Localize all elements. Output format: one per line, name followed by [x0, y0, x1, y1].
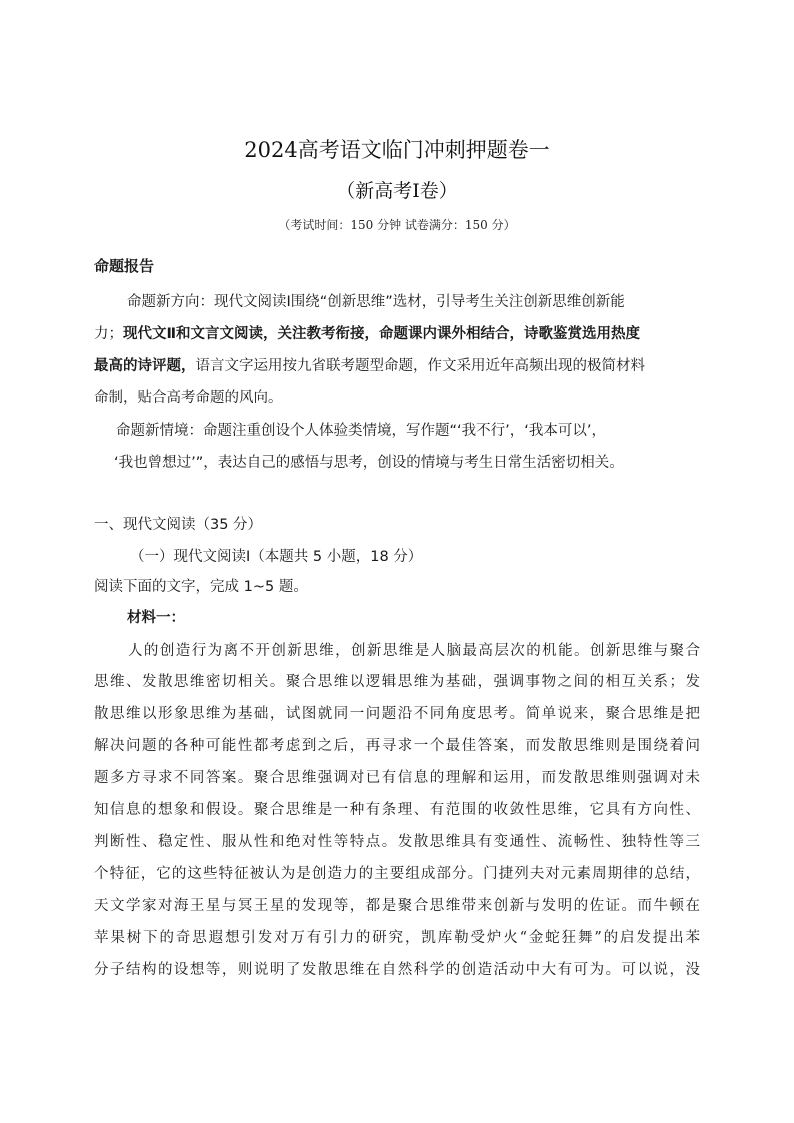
- body-line-3: 散思维以形象思维为基础，试图就同一问题沿不同角度思考。简单说来，聚合思维是把: [94, 706, 700, 722]
- body-line-1: 人的创造行为离不开创新思维，创新思维是人脑最高层次的机能。创新思维与聚合: [128, 643, 700, 659]
- report-p1-line2: [94, 323, 640, 345]
- body-line-4: 解决问题的各种可能性都考虑到之后，再寻求一个最佳答案，而发散思维则是围绕着问: [94, 738, 700, 754]
- report-p2-line2: ‘我也曾想过’”，表达自己的感悟与思考，创设的情境与考生日常生活密切相关。: [114, 455, 624, 471]
- report-p1-line1: 命题新方向：现代文阅读Ⅰ围绕“创新思维”选材，引导考生关注创新思维创新能: [127, 294, 625, 310]
- report-p1-line3-normal: 语言文字运用按九省联考题型命题，作文采用近年高频出现的极简材料: [195, 358, 645, 374]
- body-line-5: 题多方寻求不同答案。聚合思维强调对已有信息的理解和运用，而发散思维则强调对未: [94, 770, 700, 786]
- report-p1-line4: 命制，贴合高考命题的风向。: [94, 390, 283, 406]
- report-p1-line2-normal: 力；: [94, 326, 123, 342]
- report-p2-line1: 命题新情境：命题注重创设个人体验类情境，写作题“‘我不行’，‘我本可以’，: [116, 423, 606, 439]
- body-line-11: 分子结构的设想等，则说明了发散思维在自然科学的创造活动中大有可为。可以说，没: [94, 962, 700, 978]
- material-label: 材料一：: [127, 610, 185, 626]
- page-subtitle: （新高考Ⅰ卷）: [336, 180, 458, 202]
- exam-info: （考试时间：150 分钟 试卷满分：150 分）: [278, 218, 516, 232]
- body-line-9: 天文学家对海王星与冥王星的发现等，都是聚合思维带来创新与发明的佐证。而牛顿在: [94, 898, 700, 914]
- section-title: 一、现代文阅读（35 分）: [94, 517, 263, 533]
- report-heading: 命题报告: [94, 257, 155, 275]
- subsection-title: （一）现代文阅读Ⅰ（本题共 5 小题，18 分）: [130, 549, 423, 565]
- body-line-10: 苹果树下的奇思遐想引发对万有引力的研究，凯库勒受炉火“金蛇狂舞”的启发提出苯: [94, 930, 700, 946]
- body-line-8: 个特征，它的这些特征被认为是创造力的主要组成部分。门捷列夫对元素周期律的总结，: [94, 866, 700, 882]
- report-p1-line3-bold: 最高的诗评题，: [94, 358, 196, 374]
- page-title: 2024高考语文临门冲刺押题卷一: [244, 138, 550, 162]
- body-line-2: 思维、发散思维密切相关。聚合思维以逻辑思维为基础，强调事物之间的相互关系；发: [94, 674, 700, 690]
- body-line-6: 知信息的想象和假设。聚合思维是一种有条理、有范围的收敛性思维，它具有方向性、: [94, 802, 700, 818]
- report-p1-line2-bold: 现代文Ⅱ和文言文阅读，关注教考衔接，命题课内课外相结合，诗歌鉴赏选用热度: [123, 326, 641, 342]
- body-line-7: 判断性、稳定性、服从性和绝对性等特点。发散思维具有变通性、流畅性、独特性等三: [94, 834, 700, 850]
- reading-instruction: 阅读下面的文字，完成 1~5 题。: [94, 579, 308, 595]
- report-p1-line3: [94, 355, 645, 377]
